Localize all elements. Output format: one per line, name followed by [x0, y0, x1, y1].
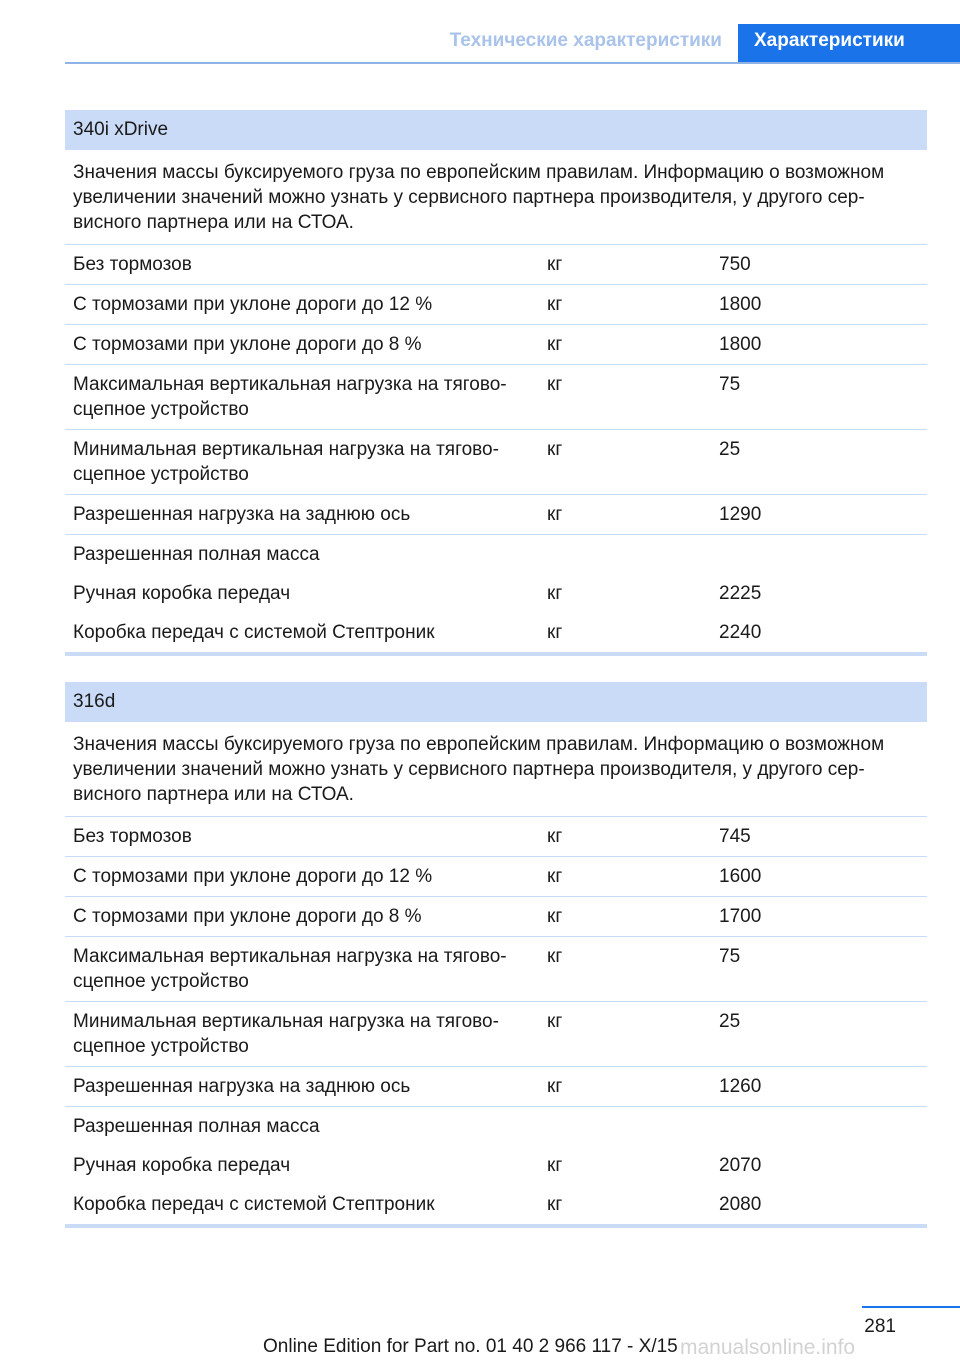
footer-rule [862, 1306, 960, 1308]
page-number: 281 [864, 1316, 896, 1337]
table-row [65, 613, 927, 652]
row-value: 2225 [719, 583, 762, 604]
table-model-heading: 340i xDrive [65, 110, 927, 150]
table-row [65, 245, 927, 285]
watermark-text: manualsonline.info [680, 1336, 856, 1359]
table-row [65, 285, 927, 325]
table-row [65, 495, 927, 535]
row-value: 25 [719, 439, 741, 460]
row-label: Коробка передач с системой Стептроник [73, 1194, 435, 1215]
table-row [65, 430, 927, 495]
row-unit: кг [547, 826, 563, 847]
row-unit: кг [547, 504, 563, 525]
table-row [65, 1146, 927, 1185]
row-unit [547, 542, 719, 567]
table-row [65, 1185, 927, 1224]
row-label: Разрешенная полная масса [73, 1116, 320, 1137]
row-value [719, 542, 919, 567]
row-unit: кг [547, 439, 563, 460]
row-unit: кг [547, 946, 563, 967]
row-label: Разрешенная полная масса [73, 544, 320, 565]
row-label: Максимальная вертикальная нагрузка на тягово-сцепное устройство [73, 374, 507, 420]
table-row [65, 937, 927, 1002]
table-row [65, 897, 927, 937]
row-value: 75 [719, 374, 741, 395]
row-label: Без тормозов [73, 826, 192, 847]
table-note: Значения массы буксируемого груза по европейским правилам. Информацию о возможном увеличении значений можно узнать у сервисного партнера производителя, у другого сер-висного партнера или на СТОА. [65, 150, 927, 245]
spec-table-340i [65, 110, 927, 656]
row-label: Минимальная вертикальная нагрузка на тягово-сцепное устройство [73, 1011, 499, 1057]
row-unit: кг [547, 254, 563, 275]
row-unit: кг [547, 1194, 563, 1215]
row-label: Максимальная вертикальная нагрузка на тягово-сцепное устройство [73, 946, 507, 992]
table-row [65, 1002, 927, 1067]
row-value: 1600 [719, 866, 762, 887]
row-unit: кг [547, 583, 563, 604]
row-unit: кг [547, 294, 563, 315]
row-unit: кг [547, 374, 563, 395]
row-value: 1260 [719, 1076, 762, 1097]
table-end-rule [65, 1224, 927, 1228]
row-unit: кг [547, 1011, 563, 1032]
row-label: Разрешенная нагрузка на заднюю ось [73, 504, 411, 525]
table-row [65, 857, 927, 897]
page-header [65, 24, 960, 64]
row-value: 2080 [719, 1194, 762, 1215]
edition-text: Online Edition for Part no. 01 40 2 966 117 - X/15 [263, 1336, 678, 1357]
row-label: С тормозами при уклоне дороги до 8 % [73, 906, 422, 927]
row-value [719, 1114, 919, 1139]
row-label: С тормозами при уклоне дороги до 12 % [73, 294, 433, 315]
table-note: Значения массы буксируемого груза по европейским правилам. Информацию о возможном увеличении значений можно узнать у сервисного партнера производителя, у другого сер-висного партнера или на СТОА. [65, 722, 927, 817]
row-unit: кг [547, 622, 563, 643]
row-unit: кг [547, 866, 563, 887]
table-row [65, 1067, 927, 1107]
table-row [65, 535, 927, 574]
row-label: Коробка передач с системой Стептроник [73, 622, 435, 643]
table-row [65, 1107, 927, 1146]
row-value: 750 [719, 254, 751, 275]
row-unit: кг [547, 1155, 563, 1176]
spec-table-316d [65, 682, 927, 1228]
row-value: 1800 [719, 334, 762, 355]
row-label: С тормозами при уклоне дороги до 12 % [73, 866, 433, 887]
row-value: 1290 [719, 504, 762, 525]
row-label: С тормозами при уклоне дороги до 8 % [73, 334, 422, 355]
row-unit: кг [547, 1076, 563, 1097]
row-unit [547, 1114, 719, 1139]
row-label: Ручная коробка передач [73, 1155, 291, 1176]
row-label: Разрешенная нагрузка на заднюю ось [73, 1076, 411, 1097]
row-value: 75 [719, 946, 741, 967]
row-value: 1800 [719, 294, 762, 315]
section-title: Технические характеристики [449, 30, 722, 51]
row-unit: кг [547, 334, 563, 355]
row-value: 745 [719, 826, 751, 847]
chapter-tab: Характеристики [738, 24, 960, 62]
row-unit: кг [547, 906, 563, 927]
table-row [65, 574, 927, 613]
row-value: 25 [719, 1011, 741, 1032]
table-model-heading: 316d [65, 682, 927, 722]
table-row [65, 365, 927, 430]
row-label: Минимальная вертикальная нагрузка на тягово-сцепное устройство [73, 439, 499, 485]
row-value: 1700 [719, 906, 762, 927]
row-value: 2240 [719, 622, 762, 643]
table-end-rule [65, 652, 927, 656]
row-value: 2070 [719, 1155, 762, 1176]
table-row [65, 817, 927, 857]
table-row [65, 325, 927, 365]
row-label: Ручная коробка передач [73, 583, 291, 604]
row-label: Без тормозов [73, 254, 192, 275]
